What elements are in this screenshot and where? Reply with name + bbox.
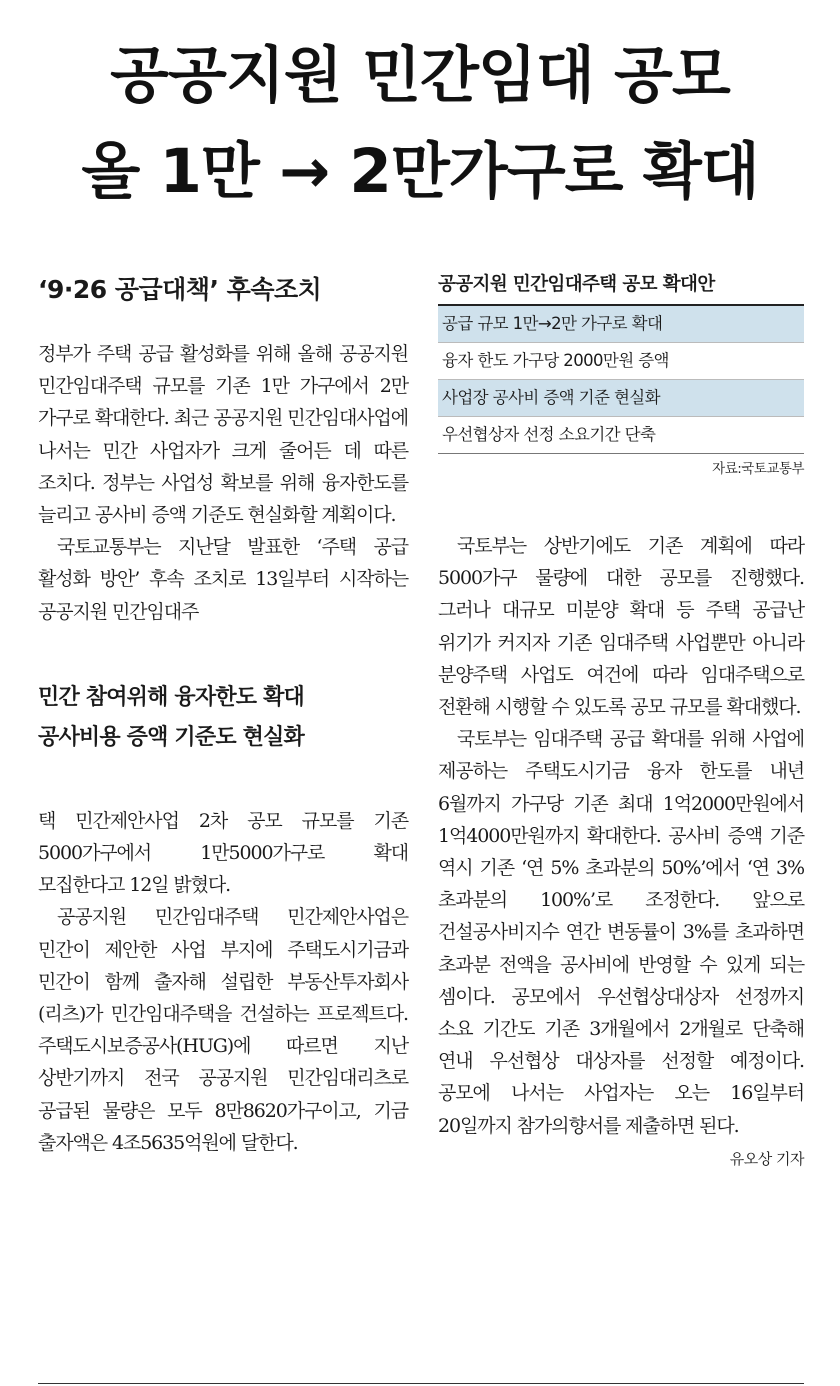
headline	[0, 28, 840, 220]
subheading	[38, 678, 408, 758]
right-column	[438, 270, 804, 1172]
summary-box-title: 공공지원 민간임대주택 공모 확대안	[438, 274, 715, 295]
paragraph: 정부가 주택 공급 활성화를 위해 올해 공공지원 민간임대주택 규모를 기존 1만 가구에서 2만 가구로 확대한다. 최근 공공지원 민간임대사업에 나서는 민간 사업자가 크게 줄어든 데 따른 조치다. 정부는 사업성 확보를 위해 융자한도를 늘리고 공사비 증액 기준도 현실화할 계획이다.	[38, 343, 408, 527]
summary-row: 공급 규모 1만→2만 가구로 확대	[438, 306, 804, 342]
subheading-line-2: 공사비용 증액 기준도 현실화	[38, 724, 305, 750]
left-column	[38, 270, 408, 1159]
summary-box-source: 자료:국토교통부	[712, 461, 804, 477]
right-body	[438, 530, 804, 1172]
byline: 유오상 기자	[729, 1149, 804, 1168]
summary-row: 융자 한도 가구당 2000만원 증액	[438, 342, 804, 379]
headline-line-1: 공공지원 민간임대 공모	[110, 40, 730, 111]
bottom-rule	[38, 1383, 804, 1384]
summary-box	[438, 270, 804, 482]
paragraph: 국토부는 상반기에도 기존 계획에 따라 5000가구 물량에 대한 공모를 진행했다. 그러나 대규모 미분양 확대 등 주택 공급난 위기가 커지자 기존 임대주택 사업뿐만 아니라 분양주택 사업도 여건에 따라 임대주택으로 전환해 시행할 수 있도록 공모 규모를 확대했다.	[438, 535, 804, 719]
paragraph-continued: 택 민간제안사업 2차 공모 규모를 기존 5000가구에서 1만5000가구로 확대 모집한다고 12일 밝혔다.	[38, 809, 408, 897]
summary-box-rows	[438, 304, 804, 454]
kicker: ‘9·26 공급대책’ 후속조치	[38, 275, 322, 304]
headline-line-2: 올 1만 → 2만가구로 확대	[81, 136, 759, 207]
paragraph: 국토교통부는 지난달 발표한 ‘주택 공급 활성화 방안’ 후속 조치로 13일부터 시작하는 공공지원 민간임대주	[38, 536, 408, 623]
paragraph: 국토부는 임대주택 공급 확대를 위해 사업에 제공하는 주택도시기금 융자 한도를 내년 6월까지 가구당 기존 최대 1억2000만원에서 1억4000만원까지 확대한다. 공사비 증액 기준 역시 기존 ‘연 5% 초과분의 50%’에서 ‘연 3% 초과분의 100%’로 조정한다. 앞으로 건설공사비지수 연간 변동률이 3%를 초과하면 초과분 전액을 공사비에 반영할 수 있게 되는 셈이다. 공모에서 우선협상대상자 선정까지 소요 기간도 기존 3개월에서 2개월로 단축해 연내 우선협상 대상자를 선정할 예정이다. 공모에 나서는 사업자는 오는 16일부터 20일까지 참가의향서를 제출하면 된다.	[438, 728, 804, 1137]
summary-row: 우선협상자 선정 소요기간 단축	[438, 416, 804, 453]
summary-row: 사업장 공사비 증액 기준 현실화	[438, 379, 804, 416]
paragraph: 공공지원 민간임대주택 민간제안사업은 민간이 제안한 사업 부지에 주택도시기금과 민간이 함께 출자해 설립한 부동산투자회사(리츠)가 민간임대주택을 건설하는 프로젝트다. 주택도시보증공사(HUG)에 따르면 지난 상반기까지 전국 공공지원 민간임대리츠로 공급된 물량은 모두 8만8620가구이고, 기금 출자액은 4조5635억원에 달한다.	[38, 906, 408, 1154]
subheading-line-1: 민간 참여위해 융자한도 확대	[38, 684, 305, 710]
